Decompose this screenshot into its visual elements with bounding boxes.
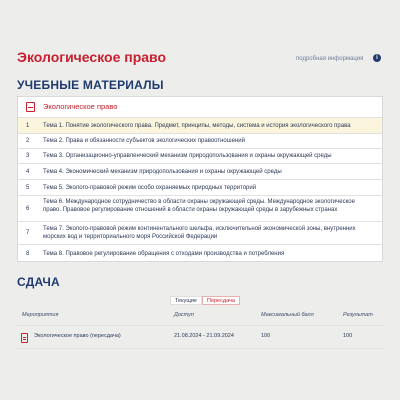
course-header[interactable] (18, 97, 382, 118)
document-icon (21, 333, 28, 343)
materials-heading: УЧЕБНЫЕ МАТЕРИАЛЫ (17, 78, 164, 92)
course-name: Экологическое право (43, 102, 118, 111)
topic-title: Тема 6. Международное сотрудничество в области охраны окружающей среды. Международное экологическое право. Правовое регулирование отношений в области охраны окружающей среды в зарубежных странах (43, 199, 355, 213)
result-value: 100 (343, 333, 353, 339)
max-score: 100 (261, 333, 271, 339)
topic-row[interactable] (18, 222, 382, 245)
table-header (17, 307, 383, 326)
topic-title: Тема 2. Права и обязанности субъектов экологических правоотношений (43, 138, 245, 144)
topic-number: 8 (26, 251, 30, 257)
topic-title: Тема 5. Эколого-правовой режим особо охраняемых природных территорий (43, 185, 257, 191)
col-result: Результат (343, 312, 373, 318)
page-title: Экологическое право (17, 49, 167, 65)
table-row[interactable] (17, 326, 383, 349)
topic-number: 1 (26, 123, 30, 129)
topic-row[interactable] (18, 118, 382, 134)
event-name[interactable]: Экологическое право (пересдача) (34, 333, 121, 339)
topic-title: Тема 8. Правовое регулирование обращения с отходами производства и потребления (43, 251, 285, 257)
topic-title: Тема 7. Эколого-правовой режим континентального шельфа, исключительной экономической зоны, внутренних морских вод и территориального моря Российской Федерации (43, 226, 356, 240)
col-max-score: Максимальный балл (261, 312, 314, 318)
book-icon (26, 102, 35, 112)
submission-table (17, 307, 383, 349)
topic-number: 3 (26, 153, 30, 159)
col-access: Доступ (174, 312, 194, 318)
topic-title: Тема 3. Организационно-управленческий механизм природопользования и охраны окружающей среды (43, 153, 332, 159)
topic-row[interactable] (18, 245, 382, 262)
materials-panel (17, 96, 383, 262)
topic-row[interactable] (18, 196, 382, 222)
topic-row[interactable] (18, 180, 382, 196)
topic-number: 7 (26, 230, 30, 236)
details-link[interactable]: подробная информация (296, 56, 364, 62)
access-dates: 21.08.2024 - 21.09.2024 (174, 333, 234, 339)
info-icon[interactable]: i (373, 54, 381, 62)
submission-tabs (170, 296, 240, 305)
tab-retake[interactable]: Пересдача (202, 296, 240, 305)
topic-number: 5 (26, 185, 30, 191)
topic-number: 4 (26, 169, 30, 175)
col-events: Мероприятия (22, 312, 59, 318)
topic-row[interactable] (18, 149, 382, 164)
tab-current[interactable]: Текущие (170, 296, 202, 305)
topic-title: Тема 4. Экономический механизм природопользования и охраны окружающей среды (43, 169, 282, 175)
topic-row[interactable] (18, 134, 382, 149)
submission-heading: СДАЧА (17, 275, 60, 289)
topic-row[interactable] (18, 164, 382, 180)
topic-number: 2 (26, 138, 30, 144)
topic-number: 6 (26, 206, 30, 212)
topic-title: Тема 1. Понятие экологического права. Предмет, принципы, методы, система и история экологического права (43, 123, 351, 129)
